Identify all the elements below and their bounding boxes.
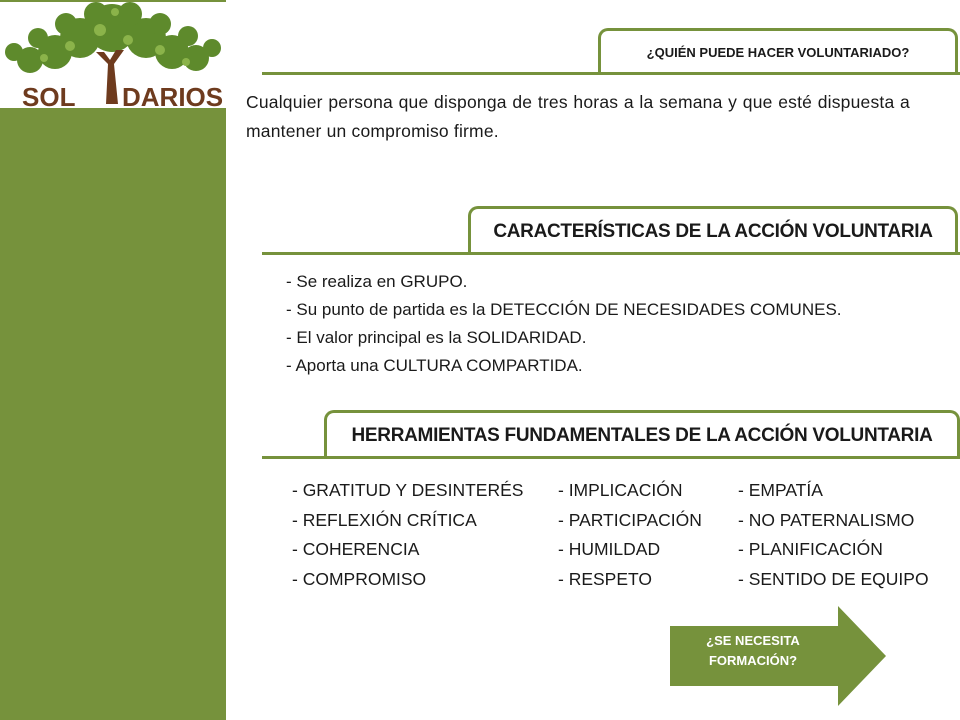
list-item: - IMPLICACIÓN	[558, 480, 683, 500]
tab-fundamental-tools: HERRAMIENTAS FUNDAMENTALES DE LA ACCIÓN VOLUNTARIA	[324, 410, 960, 458]
list-item: - PARTICIPACIÓN	[558, 509, 702, 530]
list-item: - REFLEXIÓN CRÍTICA	[292, 509, 477, 530]
section-divider	[262, 456, 960, 459]
sidebar-panel	[0, 108, 226, 720]
list-item: - EMPATÍA	[738, 480, 823, 500]
list-item: - PLANIFICACIÓN	[738, 539, 883, 559]
tools-column-1	[292, 476, 523, 594]
list-item: - COMPROMISO	[292, 568, 427, 589]
tools-column-2	[558, 476, 702, 594]
tools-column-3	[738, 476, 929, 594]
logo-caption: SOL DARIOS	[0, 0, 7, 1]
section-divider	[262, 72, 960, 75]
list-item: - COHERENCIA	[292, 539, 420, 559]
solidarios-logo	[0, 0, 226, 108]
list-item: - HUMILDAD	[558, 539, 661, 559]
list-item: - GRATITUD Y DESINTERÉS	[292, 480, 524, 500]
intro-paragraph: Cualquier persona que disponga de tres horas a la semana y que esté dispuesta a mantener un compromiso firme.	[246, 92, 910, 141]
list-item: - NO PATERNALISMO	[738, 509, 915, 530]
list-item: - Aporta una CULTURA COMPARTIDA.	[286, 356, 583, 375]
tab-characteristics: CARACTERÍSTICAS DE LA ACCIÓN VOLUNTARIA	[468, 206, 958, 254]
list-item: - Se realiza en GRUPO.	[286, 272, 468, 291]
list-item: - Su punto de partida es la DETECCIÓN DE NECESIDADES COMUNES.	[286, 300, 842, 319]
next-button-line1: ¿SE NECESITA	[706, 633, 800, 648]
next-button-line2: FORMACIÓN?	[708, 653, 798, 668]
list-item: - RESPETO	[558, 568, 653, 589]
section-divider	[262, 252, 960, 255]
list-item: - El valor principal es la SOLIDARIDAD.	[286, 328, 587, 347]
tab-who-can-volunteer: ¿QUIÉN PUEDE HACER VOLUNTARIADO?	[598, 28, 958, 74]
next-button-label[interactable]	[678, 631, 828, 671]
logo-text-right: DARIOS	[122, 82, 224, 108]
list-item: - SENTIDO DE EQUIPO	[738, 568, 929, 589]
characteristics-list	[286, 268, 842, 380]
logo-text-left: SOL	[22, 82, 76, 108]
